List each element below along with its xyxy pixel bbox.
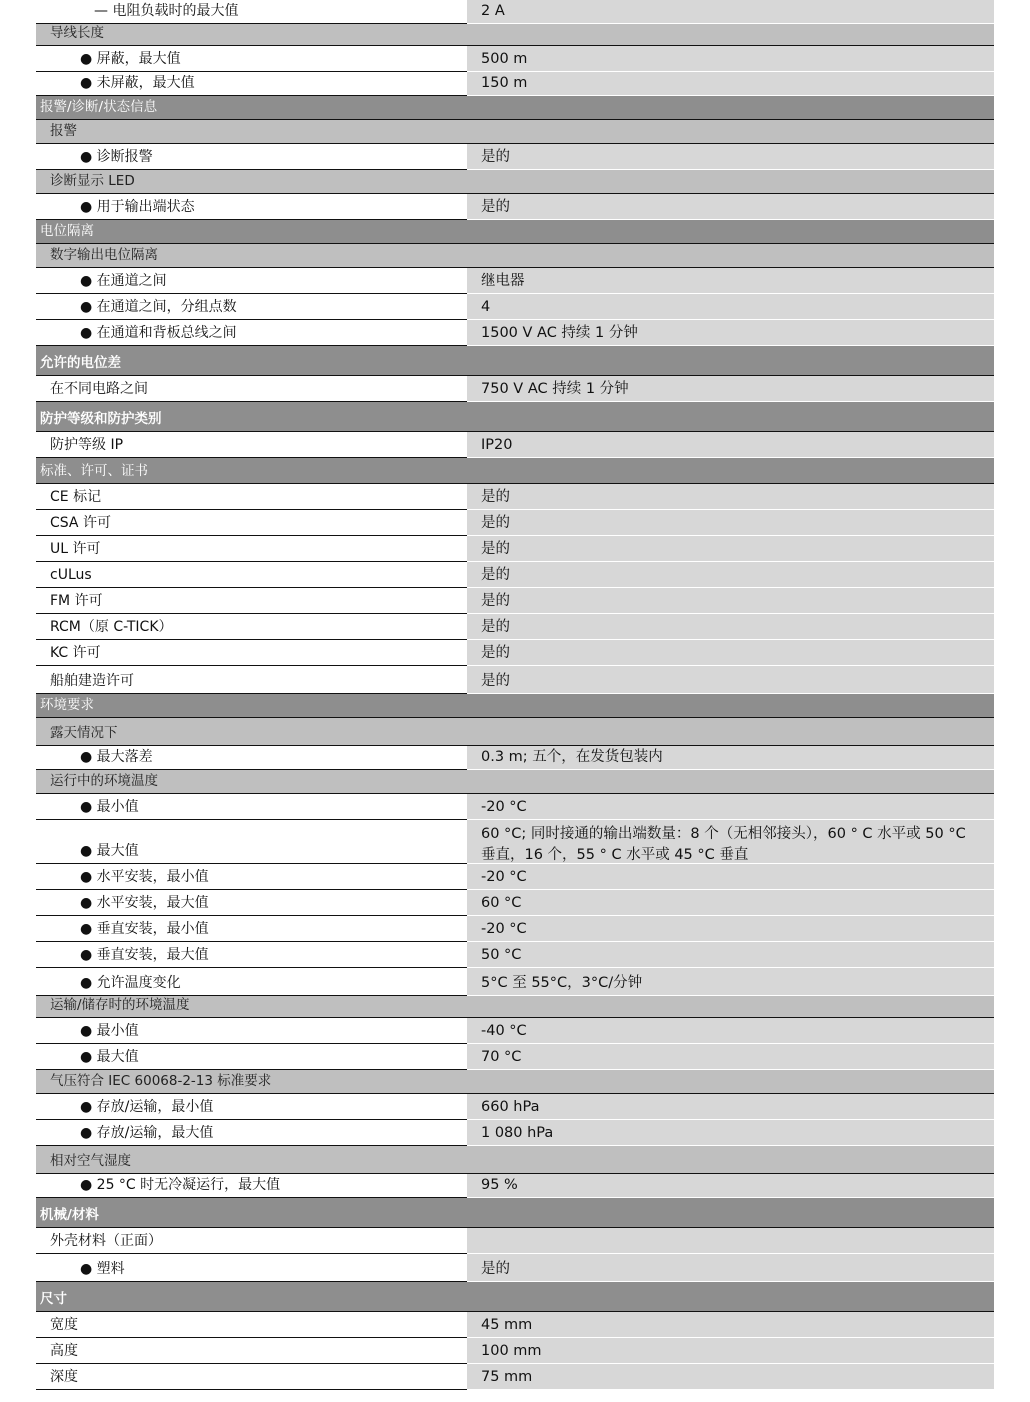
row-value: 60 °C (467, 890, 994, 916)
spec-row (36, 1018, 994, 1044)
row-label: 船舶建造许可 (36, 666, 467, 694)
row-label: ● 存放/运输，最小值 (36, 1094, 467, 1120)
spec-row (36, 1254, 994, 1282)
row-value: 是的 (467, 640, 994, 666)
row-value: 是的 (467, 562, 994, 588)
row-label: 机械/材料 (40, 1207, 99, 1223)
spec-row (36, 968, 994, 996)
row-value: 5°C 至 55°C，3°C/分钟 (467, 968, 994, 996)
row-value: 是的 (467, 614, 994, 640)
row-label: 相对空气湿度 (50, 1153, 131, 1169)
spec-row (36, 536, 994, 562)
row-value: 0.3 m; 五个，在发货包装内 (467, 746, 994, 770)
row-label: 外壳材料（正面） (36, 1228, 467, 1254)
row-label: ● 诊断报警 (36, 144, 467, 170)
spec-row (36, 942, 994, 968)
row-label: ● 未屏蔽，最大值 (36, 72, 467, 96)
row-label: ● 最小值 (36, 794, 467, 820)
row-value: 60 °C; 同时接通的输出端数量：8 个（无相邻接头），60 ° C 水平或 50 °C 垂直，16 个，55 ° C 水平或 45 °C 垂直 (467, 820, 994, 864)
spec-row (36, 614, 994, 640)
row-value: 45 mm (467, 1312, 994, 1338)
row-label: ● 垂直安装，最小值 (36, 916, 467, 942)
spec-row (36, 320, 994, 346)
row-value: -20 °C (467, 864, 994, 890)
row-label: 运输/储存时的环境温度 (50, 997, 190, 1013)
row-label: ● 垂直安装，最大值 (36, 942, 467, 968)
row-label: ● 最大值 (36, 1044, 467, 1070)
row-value: 70 °C (467, 1044, 994, 1070)
group-header (36, 1070, 994, 1094)
spec-row (36, 46, 994, 72)
row-label: cULus (36, 562, 467, 588)
row-value: 100 mm (467, 1338, 994, 1364)
section-header (36, 1198, 994, 1228)
row-label: 露天情况下 (50, 725, 118, 741)
spec-row (36, 294, 994, 320)
spec-row (36, 794, 994, 820)
spec-row (36, 666, 994, 694)
spec-row (36, 1228, 994, 1254)
row-label: ● 用于输出端状态 (36, 194, 467, 220)
row-value: 1 080 hPa (467, 1120, 994, 1146)
section-header (36, 694, 994, 718)
row-value: -20 °C (467, 794, 994, 820)
spec-row (36, 432, 994, 458)
row-label: 宽度 (36, 1312, 467, 1338)
row-value: 是的 (467, 194, 994, 220)
spec-row (36, 194, 994, 220)
row-label: ● 水平安装，最大值 (36, 890, 467, 916)
spec-row (36, 144, 994, 170)
row-label: ● 在通道之间，分组点数 (36, 294, 467, 320)
row-value: 1500 V AC 持续 1 分钟 (467, 320, 994, 346)
spec-row (36, 376, 994, 402)
row-label: 报警/诊断/状态信息 (40, 99, 158, 115)
spec-row (36, 890, 994, 916)
row-label: FM 许可 (36, 588, 467, 614)
row-value: -20 °C (467, 916, 994, 942)
spec-row (36, 1044, 994, 1070)
row-label: 防护等级 IP (36, 432, 467, 458)
row-label: ● 在通道和背板总线之间 (36, 320, 467, 346)
row-value: 95 % (467, 1174, 994, 1198)
row-label: 高度 (36, 1338, 467, 1364)
row-label: ● 25 °C 时无冷凝运行，最大值 (36, 1174, 467, 1198)
row-value: IP20 (467, 432, 994, 458)
spec-row (36, 916, 994, 942)
row-value: 660 hPa (467, 1094, 994, 1120)
row-label: 诊断显示 LED (50, 173, 135, 189)
row-label: 数字输出电位隔离 (50, 247, 158, 263)
row-value: 150 m (467, 72, 994, 96)
row-label: ● 塑料 (36, 1254, 467, 1282)
spec-row (36, 562, 994, 588)
row-label: ● 屏蔽，最大值 (36, 46, 467, 72)
row-label: ● 在通道之间 (36, 268, 467, 294)
spec-row (36, 1312, 994, 1338)
row-label: 气压符合 IEC 60068-2-13 标准要求 (50, 1073, 272, 1089)
row-value: 是的 (467, 144, 994, 170)
row-label: ● 存放/运输，最大值 (36, 1120, 467, 1146)
spec-row (36, 0, 994, 24)
section-header (36, 346, 994, 376)
spec-row (36, 1174, 994, 1198)
row-value: 2 A (467, 0, 994, 24)
row-value: 是的 (467, 536, 994, 562)
spec-row (36, 1364, 994, 1390)
spec-row (36, 1338, 994, 1364)
row-label: ● 允许温度变化 (36, 968, 467, 996)
row-value: 是的 (467, 588, 994, 614)
spec-row (36, 72, 994, 96)
row-label: CE 标记 (36, 484, 467, 510)
row-label: ● 水平安装，最小值 (36, 864, 467, 890)
row-label: 防护等级和防护类别 (40, 411, 162, 427)
group-header (36, 718, 994, 746)
spec-row (36, 484, 994, 510)
spec-row (36, 1094, 994, 1120)
spec-row (36, 510, 994, 536)
row-label: 深度 (36, 1364, 467, 1390)
row-value: 4 (467, 294, 994, 320)
spec-row (36, 268, 994, 294)
row-label: RCM（原 C-TICK） (36, 614, 467, 640)
row-label: 标准、许可、证书 (40, 463, 148, 479)
group-header (36, 1146, 994, 1174)
spec-row (36, 746, 994, 770)
group-header (36, 244, 994, 268)
row-label: 电位隔离 (40, 223, 94, 239)
spec-row (36, 820, 994, 864)
row-label: ● 最小值 (36, 1018, 467, 1044)
row-label: CSA 许可 (36, 510, 467, 536)
row-label: UL 许可 (36, 536, 467, 562)
row-value: 是的 (467, 510, 994, 536)
group-header (36, 996, 994, 1018)
section-header (36, 1282, 994, 1312)
row-label: 尺寸 (40, 1291, 67, 1307)
group-header (36, 24, 994, 46)
group-header (36, 770, 994, 794)
row-label: 运行中的环境温度 (50, 773, 158, 789)
row-value: 50 °C (467, 942, 994, 968)
row-label: — 电阻负载时的最大值 (36, 0, 467, 24)
row-value: 是的 (467, 666, 994, 694)
row-label: ● 最大落差 (36, 746, 467, 770)
row-value: 是的 (467, 484, 994, 510)
section-header (36, 458, 994, 484)
row-value: 75 mm (467, 1364, 994, 1390)
row-value: 是的 (467, 1254, 994, 1282)
row-label: KC 许可 (36, 640, 467, 666)
spec-table (36, 0, 994, 1390)
section-header (36, 220, 994, 244)
row-label: 导线长度 (50, 25, 104, 41)
section-header (36, 402, 994, 432)
row-label: 允许的电位差 (40, 355, 121, 371)
row-value: 750 V AC 持续 1 分钟 (467, 376, 994, 402)
spec-row (36, 640, 994, 666)
group-header (36, 120, 994, 144)
row-label: 在不同电路之间 (36, 376, 467, 402)
group-header (36, 170, 994, 194)
spec-row (36, 864, 994, 890)
row-label: 报警 (50, 123, 77, 139)
section-header (36, 96, 994, 120)
row-value: 继电器 (467, 268, 994, 294)
row-value (467, 1228, 994, 1254)
spec-row (36, 588, 994, 614)
row-label: ● 最大值 (36, 820, 467, 864)
spec-row (36, 1120, 994, 1146)
row-value: -40 °C (467, 1018, 994, 1044)
row-value: 500 m (467, 46, 994, 72)
row-label: 环境要求 (40, 697, 94, 713)
